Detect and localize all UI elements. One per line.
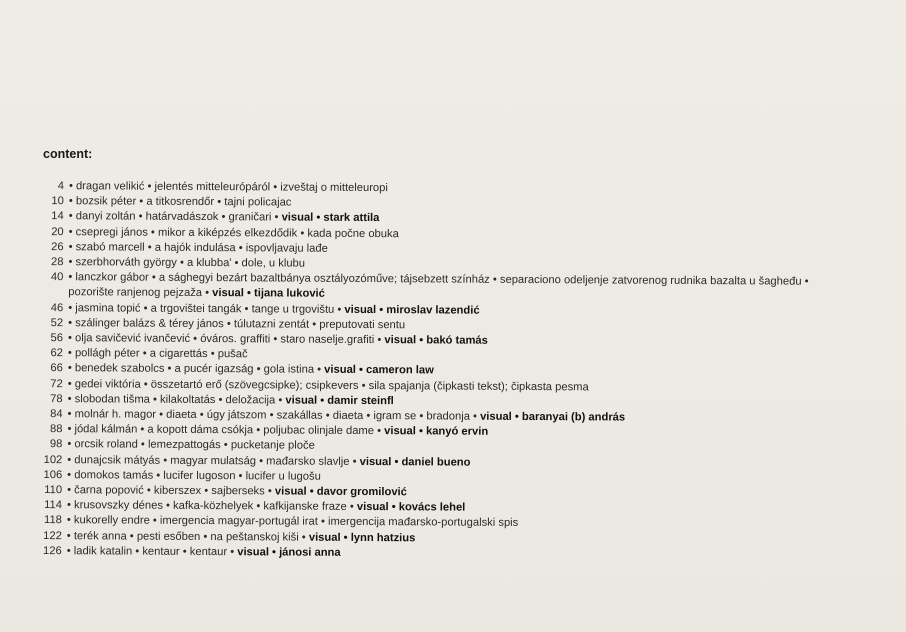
page-number: 110 [44,484,63,497]
page-number: 46 [50,301,64,314]
entry-title: • bozsik péter • a titkosrendőr • tajni policajac [68,195,292,209]
page-number: 40 [50,271,64,284]
entry-title: • kukorelly endre • imergencia magyar-portugál irat • imergencija mađarsko-portugalski spis [66,514,519,530]
entry-title: • jódal kálmán • a kopott dáma csókja • poljubac olinjale dame • [67,423,385,438]
entry-title: • čarna popović • kiberszex • sajberseks • [67,484,275,498]
page-number: 14 [51,210,64,223]
table-of-contents [38,179,840,564]
page-number: 62 [50,347,63,360]
page-number: 72 [50,377,63,390]
entry-title: • gedei viktória • összetartó erő (szövegcsipke); csipkevers • sila spajanja (čipkasti tekst); čipkasta pesma [67,377,589,393]
page-number: 78 [50,392,63,405]
visual-credit: visual • tijana luković [212,287,325,301]
visual-credit: visual • bakó tamás [384,334,488,347]
page-number: 126 [43,544,62,558]
page-number: 20 [51,225,64,238]
entry-title: • szálinger balázs & térey jános • túlutazni zentát • preputovati sentu [68,317,406,332]
entry-title: • jasmina topić • a trgovištei tangák • tange u trgovištu • [68,301,345,316]
visual-credit: visual • stark attila [281,211,380,225]
entry-title: • benedek szabolcs • a pucér igazság • gola istina • [67,362,325,377]
entry-text [68,270,839,305]
entry-title: • orcsik roland • lemezpattogás • pucketanje ploče [67,438,315,453]
visual-credit: visual • miroslav lazendić [344,303,480,317]
entry-title: • domokos tamás • lucifer lugoson • lucifer u lugošu [67,469,321,483]
page-number: 28 [51,256,64,269]
entry-title: • szabó marcell • a hajók indulása • ispovljavaju lađe [68,240,328,255]
page-number: 88 [49,423,63,436]
visual-credit: visual • cameron law [324,364,434,377]
visual-credit: visual • kovács lehel [356,501,466,514]
entry-title: • pollágh péter • a cigarettás • pušač [67,347,248,361]
entry-title: • danyi zoltán • határvadászok • graničari • [68,210,282,224]
page-number: 52 [50,316,64,329]
page-number: 102 [43,453,63,466]
entry-title: • szerbhorváth györgy • a klubba' • dole, u klubu [68,256,306,270]
toc-entry [39,270,839,305]
page-number: 118 [44,514,62,527]
page-number: 4 [57,180,64,193]
page-number: 98 [49,438,63,451]
entry-title: • olja savičević ivančević • óváros. graffiti • staro naselje.grafiti • [67,332,385,347]
entry-title: • dragan velikić • jelentés mitteleurópáról • izveštaj o mitteleuropi [68,180,388,195]
visual-credit: visual • lynn hatzius [308,531,416,544]
visual-credit: visual • jánosi anna [237,546,341,559]
contents-heading: content: [43,147,93,161]
page-number: 56 [50,332,64,345]
entry-title: • ladik katalin • kentaur • kentaur • [66,545,238,559]
page-number: 84 [50,408,63,421]
visual-credit: visual • baranyai (b) andrás [480,410,626,424]
entry-title: • terék anna • pesti esőben • na peštanskoj kiši • [66,529,309,544]
visual-credit: visual • davor gromilović [274,485,407,499]
entry-title: • slobodan tišma • kilakoltatás • deložacija • [67,393,286,407]
page-number: 122 [43,529,62,542]
page-number: 26 [51,240,64,253]
page-number: 114 [44,499,63,512]
entry-title: • lanczkor gábor • a sághegyi bezárt bazaltbánya osztályozóműve; tájsebzett színház • separaciono odeljenje zatvorenog rudnika bazalta u šagheđu • pozorište ranjenog pejzaža • [68,271,812,300]
entry-title: • dunajcsik mátyás • magyar mulatság • mađarsko slavlje • [67,453,360,468]
page-number: 66 [50,362,63,375]
visual-credit: visual • kanyó ervin [384,425,489,438]
visual-credit: visual • daniel bueno [359,455,471,469]
entry-title: • molnár h. magor • diaeta • úgy játszom • szakállas • diaeta • igram se • bradonja • [67,408,481,423]
entry-title: • csepregi jános • mikor a kiképzés elkezdődik • kada počne obuka [68,225,399,240]
entry-title: • krusovszky dénes • kafka-közhelyek • kafkijanske fraze • [66,499,357,514]
page-number: 106 [43,468,63,482]
visual-credit: visual • damir steinfl [285,394,394,408]
page-number: 10 [51,195,64,208]
